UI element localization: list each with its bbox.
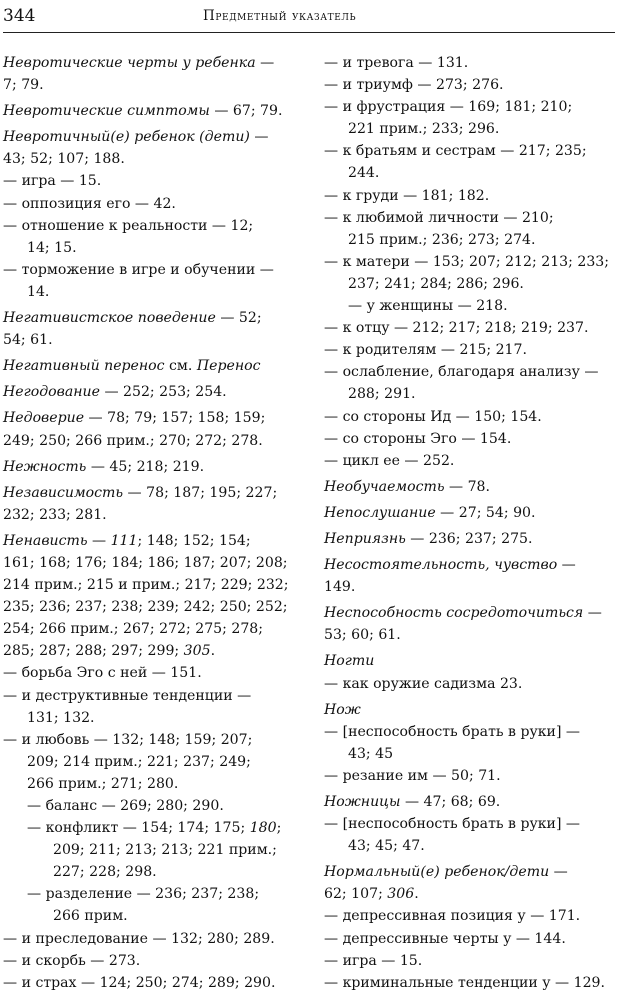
index-term: Ногти [324,653,375,670]
index-line [324,476,616,498]
index-line [3,482,295,504]
index-text: — 78. [444,478,490,495]
index-text: 254; 266 прим.; 267; 272; 275; 278; [3,621,264,638]
index-text: — к любимой личности — 210; [324,209,554,226]
index-text: см. [164,358,197,375]
index-text: 161; 168; 176; 184; 186; 187; 207; 208; [3,554,288,571]
index-line [324,118,616,140]
index-term: 305 [183,643,211,660]
index-term: 111 [110,532,138,549]
index-line [3,355,295,377]
index-text: — [87,532,111,549]
index-text: — к матери — 153; 207; 212; 213; 233; [324,253,609,270]
index-text: 214 прим.; 215 и прим.; 217; 229; 232; [3,577,289,594]
index-text: — к груди — 181; 182. [324,187,490,204]
index-line [3,729,295,751]
index-text: 53; 60; 61. [324,627,401,644]
index-line [324,928,616,950]
index-text: — со стороны Эго — 154. [324,430,512,447]
index-line [3,618,295,640]
index-line [3,773,295,795]
index-text: 131; 132. [27,709,95,726]
index-line [3,126,295,148]
index-text: — борьба Эго с ней — 151. [3,665,202,682]
index-line [324,317,616,339]
page-number: 344 [3,6,36,26]
index-line [3,817,295,839]
index-term: Перенос [196,358,261,375]
index-text: — к родителям — 215; 217. [324,342,527,359]
index-text: — цикл ее — 252. [324,452,455,469]
index-line [3,307,295,329]
index-line [324,251,616,273]
index-line [3,685,295,707]
index-text: 244. [348,165,380,182]
index-term: Необучаемость [324,478,445,495]
index-line [324,743,616,765]
index-line [3,170,295,192]
index-text: — 78; 79; 157; 158; 159; [84,410,266,427]
index-line [3,574,295,596]
index-text: — 78; 187; 195; 227; [123,484,278,501]
index-text: 62; 107; [324,886,388,903]
index-text: — и скорбь — 273. [3,952,141,969]
index-line [324,905,616,927]
index-line [3,950,295,972]
index-line [3,456,295,478]
index-text: — [583,605,602,622]
index-text: 14. [27,283,50,300]
index-term: Нож [324,701,361,718]
index-line [324,721,616,743]
index-text: 149. [324,579,356,596]
index-line [3,972,295,994]
index-line [324,602,616,624]
index-text: — ослабление, благодаря анализу — [324,364,599,381]
index-line [324,554,616,576]
index-text: 209; 211; 213; 213; 221 прим.; [53,842,277,859]
index-line [324,861,616,883]
index-text: — 45; 218; 219. [86,458,205,475]
index-text: — как оружие садизма 23. [324,675,523,692]
index-text: — у женщины — 218. [348,298,508,315]
index-line [324,162,616,184]
index-text: — [549,864,568,881]
index-line [3,839,295,861]
index-text: — [неспособность брать в руки] — [324,723,581,740]
index-line [3,640,295,662]
index-text: — криминальные тенденции у — 129. [324,974,606,991]
index-line [3,52,295,74]
index-text: 221 прим.; 233; 296. [348,121,500,138]
index-text: ; 148; 152; 154; [137,532,251,549]
index-text: 235; 236; 237; 238; 239; 242; 250; 252; [3,599,288,616]
index-term: Нежность [3,458,87,475]
index-line [324,950,616,972]
index-text: — к братьям и сестрам — 217; 235; [324,143,587,160]
index-text: 7; 79. [3,77,44,94]
index-text: — торможение в игре и обучении — [3,261,274,278]
index-line [3,795,295,817]
index-text: 54; 61. [3,332,53,349]
index-line [3,74,295,96]
index-text: — и тревога — 131. [324,55,469,71]
index-text: — к отцу — 212; 217; 218; 219; 237. [324,320,589,337]
index-line [3,100,295,122]
index-term: Недоверие [3,410,85,427]
index-text: — [249,129,269,146]
index-line [324,339,616,361]
index-term: Ненависть [3,532,88,549]
index-text: — [255,55,275,71]
index-term: Невротичный(е) ребенок (дети) [3,129,250,146]
index-line [324,972,616,994]
index-text: — и триумф — 273; 276. [324,77,504,94]
index-line [3,281,295,303]
index-term: Негативный перенос [3,358,165,375]
index-term: 306 [387,886,415,903]
index-term: 180 [249,820,277,837]
index-term: Неприязнь [324,530,406,547]
index-text: 266 прим.; 271; 280. [27,775,179,792]
index-line [3,751,295,773]
index-text: — депрессивные черты у — 144. [324,930,566,947]
index-text: — оппозиция его — 42. [3,195,176,212]
index-line [3,905,295,927]
index-term: Нормальный(е) ребенок/дети [324,864,550,881]
index-text: 237; 241; 284; 286; 296. [348,275,524,292]
index-text: ; [276,820,282,837]
index-line [324,229,616,251]
index-text: — игра — 15. [324,952,423,969]
index-text: 232; 233; 281. [3,506,107,523]
index-text: — депрессивная позиция у — 171. [324,908,581,925]
index-text: — и любовь — 132; 148; 159; 207; [3,731,253,748]
index-line [3,407,295,429]
index-text: — 67; 79. [209,103,283,120]
index-line [324,883,616,905]
index-term: Невротические симптомы [3,103,210,120]
index-line [324,428,616,450]
index-term: Неспособность сосредоточиться [324,605,584,622]
index-text: — разделение — 236; 237; 238; [27,886,260,903]
index-text: 43; 45 [348,745,394,762]
index-text: — конфликт — 154; 174; 175; [27,820,250,837]
index-line [324,791,616,813]
index-text: — 52; [215,310,262,327]
index-line [324,207,616,229]
index-text: 43; 52; 107; 188. [3,151,125,168]
index-line [3,707,295,729]
index-line [324,273,616,295]
index-line [3,381,295,403]
index-text: 249; 250; 266 прим.; 270; 272; 278. [3,432,263,449]
index-text: — игра — 15. [3,173,102,190]
index-text: . [210,643,216,660]
index-line [3,530,295,552]
index-line [3,552,295,574]
index-column-right [324,52,616,994]
index-text: — [неспособность брать в руки] — [324,816,581,833]
index-line [3,259,295,281]
index-text: — и деструктивные тенденции — [3,687,252,704]
index-text: 215 прим.; 236; 273; 274. [348,231,536,248]
index-line [324,502,616,524]
index-line [324,576,616,598]
index-line [324,650,616,672]
index-text: 285; 287; 288; 297; 299; [3,643,184,660]
index-text: . [414,886,419,903]
index-text: 288; 291. [348,386,416,403]
index-line [324,74,616,96]
index-line [3,148,295,170]
index-term: Непослушание [324,504,436,521]
index-line [3,883,295,905]
index-line [324,361,616,383]
index-term: Несостоятельность, чувство [324,557,558,574]
index-text: — резание им — 50; 71. [324,767,501,784]
index-text: — и страх — 124; 250; 274; 289; 290. [3,974,276,991]
index-text: 227; 228; 298. [53,864,157,881]
index-line [324,699,616,721]
index-line [324,624,616,646]
index-text: — и фрустрация — 169; 181; 210; [324,99,573,116]
index-line [324,406,616,428]
index-term: Независимость [3,484,124,501]
index-line [3,215,295,237]
index-text: 43; 45; 47. [348,838,425,855]
index-term: Невротические черты у ребенка [3,55,256,71]
index-text: — отношение к реальности — 12; [3,217,254,234]
page-header [3,4,615,33]
index-line [324,96,616,118]
index-text: — 236; 237; 275. [405,530,533,547]
index-term: Негативистское поведение [3,310,216,327]
index-line [3,237,295,259]
index-line [324,52,616,74]
index-text: 209; 214 прим.; 221; 237; 249; [27,753,251,770]
index-line [324,185,616,207]
index-text: 14; 15. [27,239,77,256]
index-line [324,140,616,162]
index-column-left [3,52,295,994]
index-line [3,596,295,618]
index-text: — [557,557,576,574]
index-line [3,861,295,883]
index-text: 266 прим. [53,908,128,925]
index-text: — и преследование — 132; 280; 289. [3,930,275,947]
index-text: — 27; 54; 90. [435,504,536,521]
index-line [324,450,616,472]
index-line [324,383,616,405]
index-line [324,295,616,317]
index-line [324,813,616,835]
index-text: — со стороны Ид — 150; 154. [324,408,542,425]
index-term: Негодование [3,384,100,401]
index-line [3,430,295,452]
index-line [3,662,295,684]
index-term: Ножницы [324,794,401,810]
index-line [324,765,616,787]
index-line [324,835,616,857]
running-title: Предметный указатель [203,8,357,24]
index-line [324,528,616,550]
index-line [3,504,295,526]
index-line [324,673,616,695]
index-line [3,329,295,351]
index-text: — 252; 253; 254. [99,384,227,401]
index-line [3,193,295,215]
index-text: — 47; 68; 69. [400,794,501,810]
index-line [3,928,295,950]
index-text: — баланс — 269; 280; 290. [27,798,224,814]
